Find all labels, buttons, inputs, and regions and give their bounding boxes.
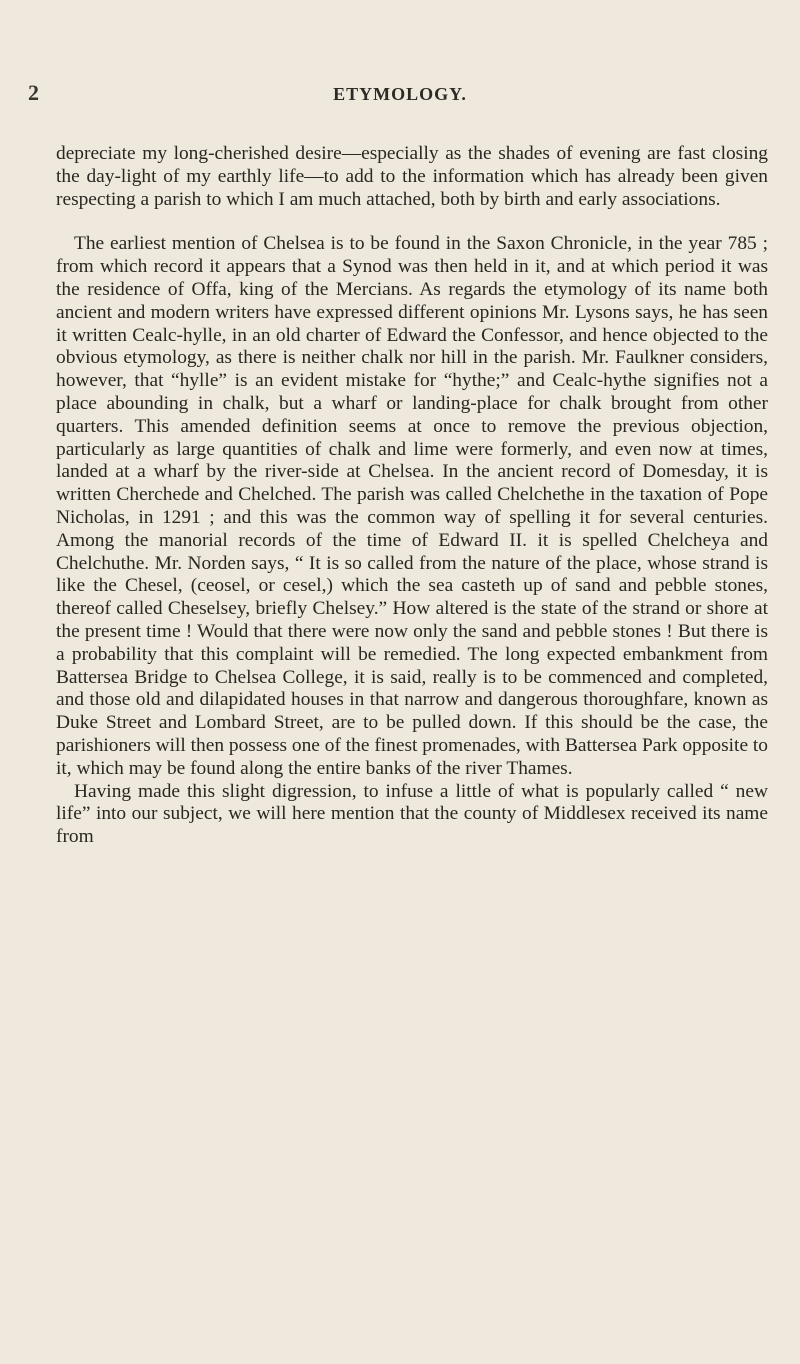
body-text [56,143,768,849]
paragraph-1: depreciate my long-cherished desire—especially as the shades of evening are fast closing the day-light of my earthly life—to add to the information which has already been given respecting a parish to which I am much attached, both by birth and early associations. [56,143,768,210]
running-title: ETYMOLOGY. [333,84,467,104]
paragraph-3: Having made this slight digression, to infuse a little of what is popularly called “ new life” into our subject, we will here mention that the county of Middlesex received its name from [56,780,768,848]
paragraph-2: The earliest mention of Chelsea is to be found in the Saxon Chronicle, in the year 785 ; from which record it appears that a Synod was then held in it, and at which period it was the residence of Offa, king of the Mercians. As regards the etymology of its name both ancient and modern writers have expressed different opinions Mr. Lysons says, he has seen it written Cealc-hylle, in an old charter of Edward the Confessor, and hence objected to the obvious etymology, as there is neither chalk nor hill in the parish. Mr. Faulkner considers, however, that “hylle” is an evident mistake for “hythe;” and Cealc-hythe signifies not a place abounding in chalk, but a wharf or landing-place for chalk brought from other quarters. This amended definition seems at once to remove the previous objection, particularly as large quantities of chalk and lime were formerly, and even now at times, landed at a wharf by the river-side at Chelsea. In the ancient record of Domesday, it is written Cherchede and Chelched. The parish was called Chelchethe in the taxation of Pope Nicholas, in 1291 ; and this was the common way of spelling it for several centuries. Among the manorial records of the time of Edward II. it is spelled Chelcheya and Chelchuthe. Mr. Norden says, “ It is so called from the nature of the place, whose strand is like the Chesel, (ceosel, or cesel,) which the sea casteth up of sand and pebble stones, thereof called Cheselsey, briefly Chelsey.” How altered is the state of the strand or shore at the present time ! Would that there were now only the sand and pebble stones ! But there is a probability that this complaint will be remedied. The long expected embankment from Battersea Bridge to Chelsea College, it is said, really is to be commenced and completed, and those old and dilapidated houses in that narrow and dangerous thoroughfare, known as Duke Street and Lombard Street, are to be pulled down. If this should be the case, the parishioners will then possess one of the finest promenades, with Battersea Park opposite to it, which may be found along the entire banks of the river Thames. [56,233,768,779]
page-number: 2 [28,80,39,105]
